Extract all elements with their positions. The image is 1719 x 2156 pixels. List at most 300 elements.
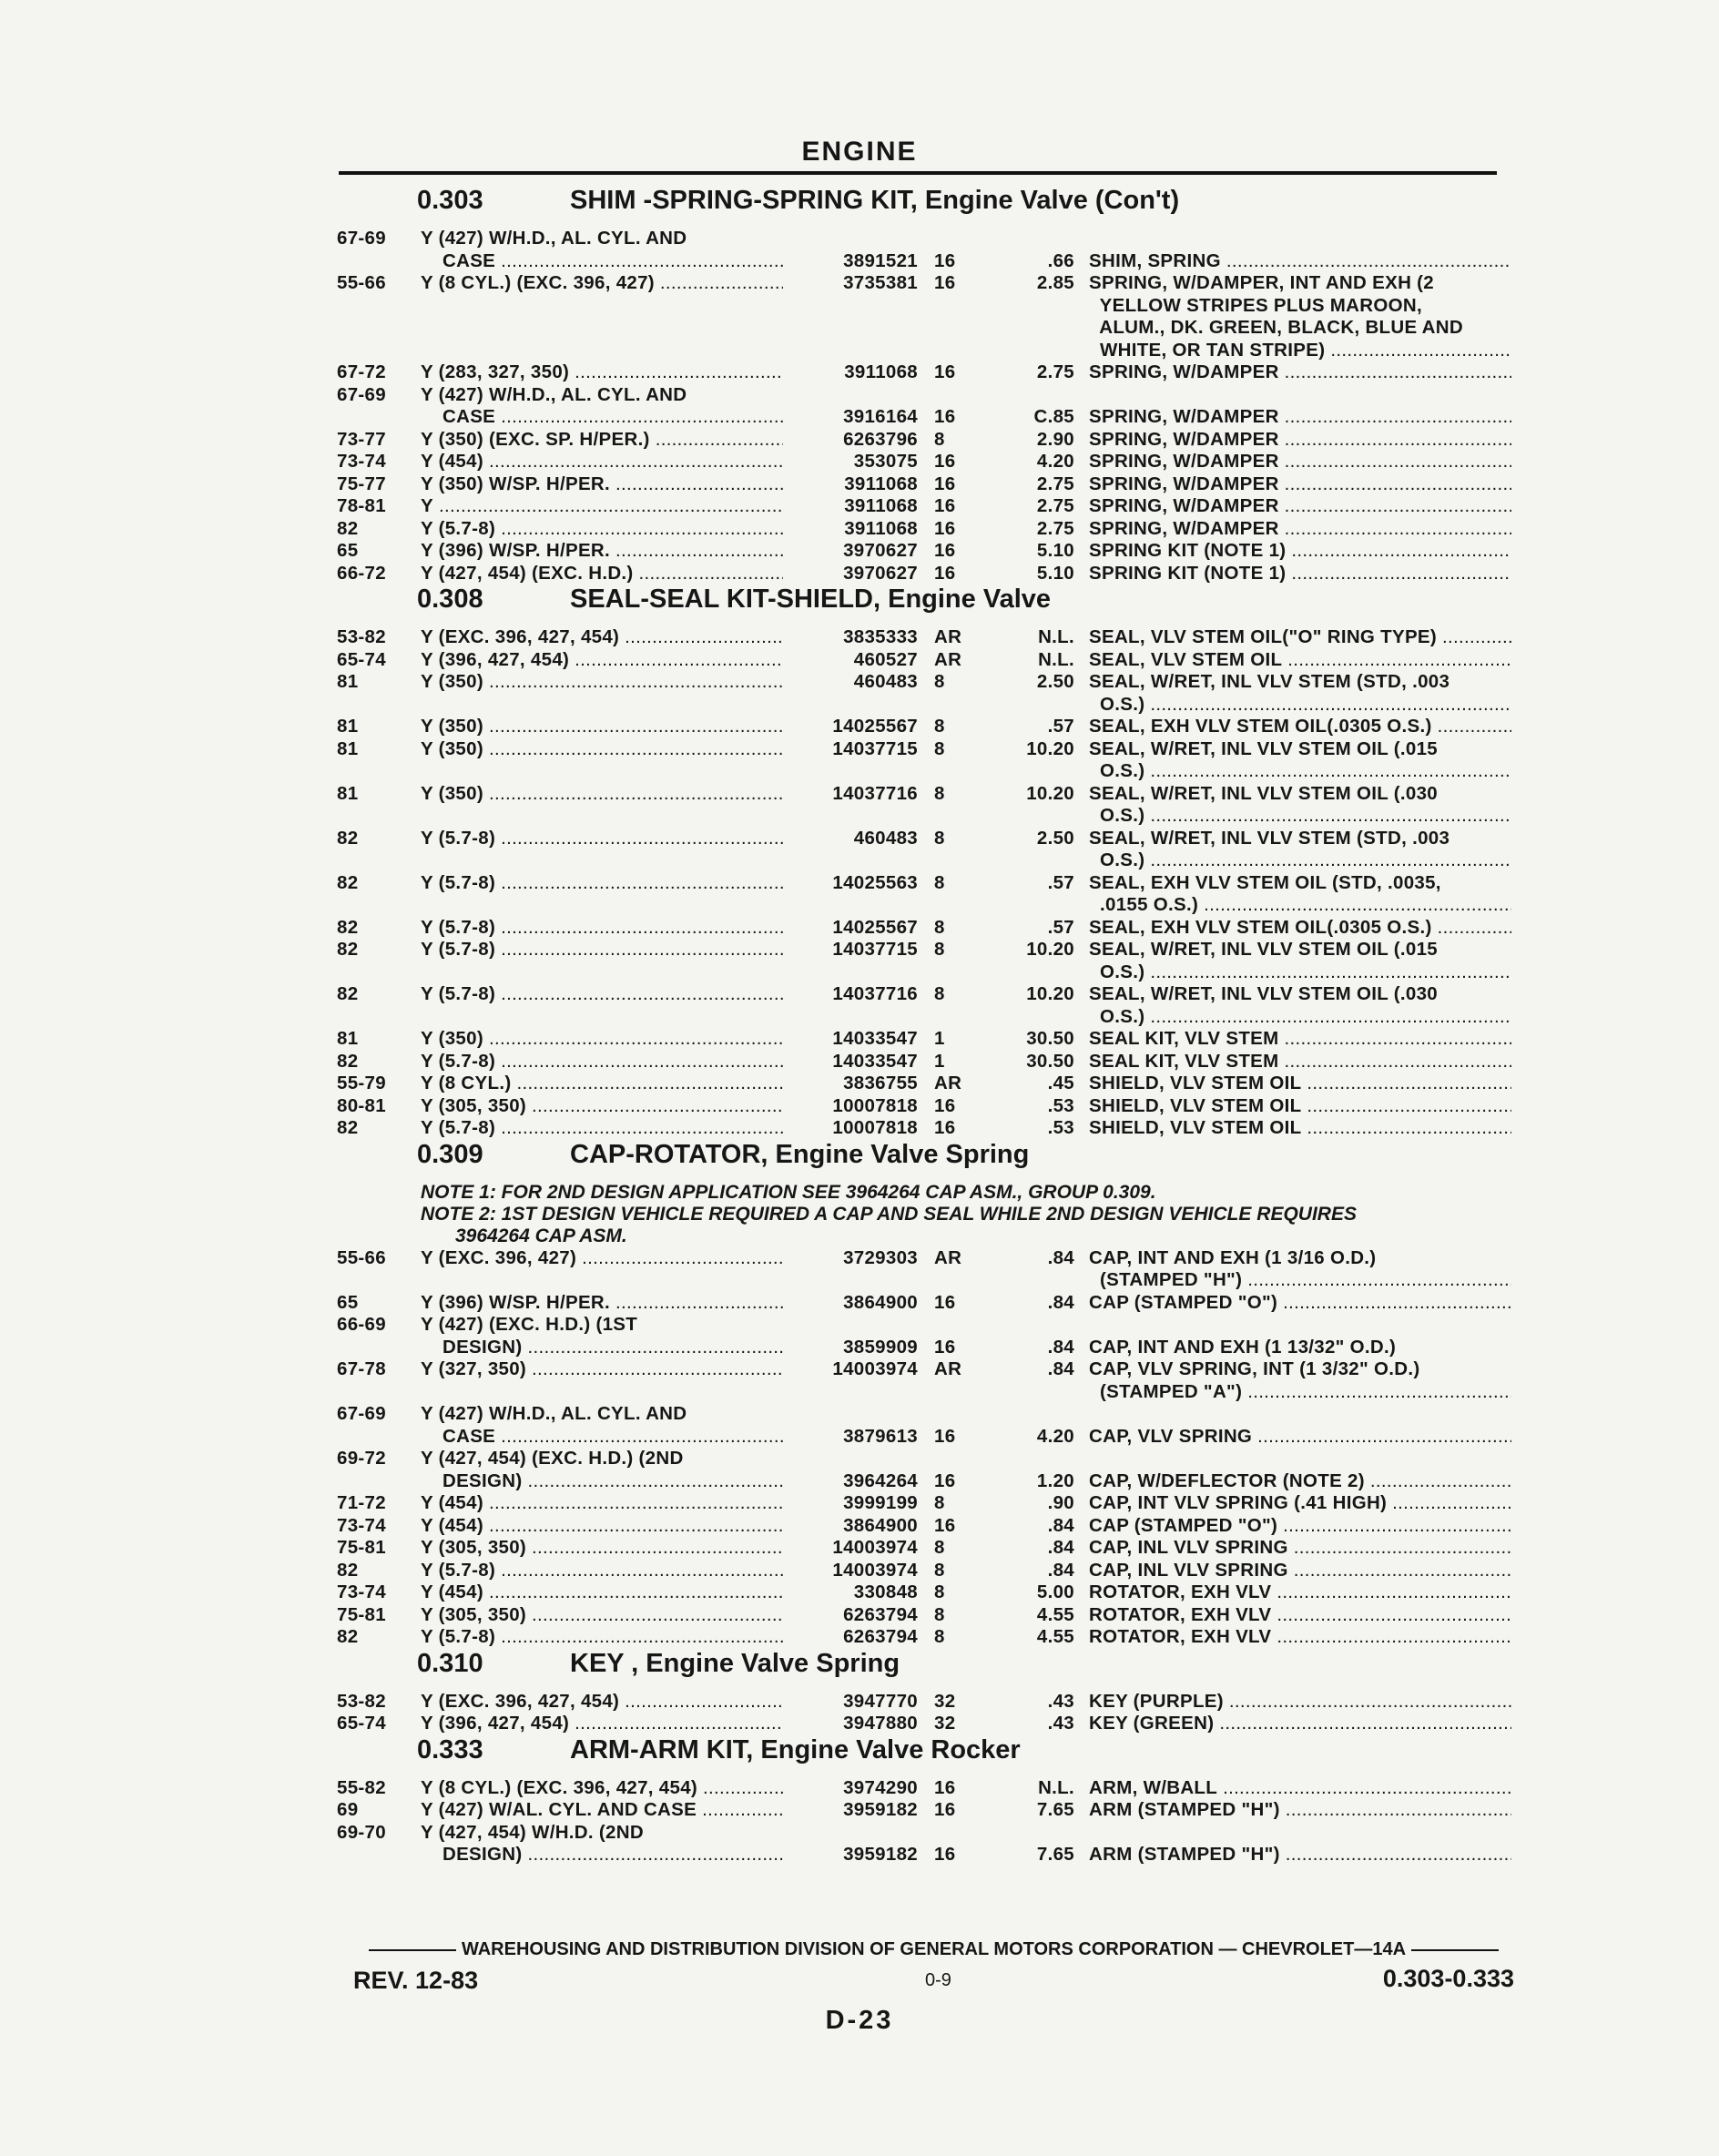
quantity: 8 — [934, 871, 945, 893]
description: SEAL, EXH VLV STEM OIL (STD, .0035, — [1089, 871, 1441, 893]
year-range: 75-81 — [337, 1603, 386, 1625]
application: Y (5.7-8) ..... — [421, 983, 783, 1006]
application: Y (454) ..... — [421, 451, 783, 473]
part-number: 3729303 — [843, 1246, 918, 1268]
quantity — [918, 384, 989, 407]
quantity: 8 — [934, 1603, 945, 1625]
application: Y (427) W/H.D., AL. CYL. AND — [421, 1403, 687, 1424]
table-row — [337, 894, 1511, 917]
section-0-309 — [337, 1140, 1511, 1649]
price — [989, 1269, 1089, 1292]
part-number: 3974290 — [843, 1776, 918, 1798]
table-row — [337, 1581, 1511, 1604]
description: SEAL, VLV STEM OIL("O" RING TYPE) ..... — [1089, 626, 1511, 649]
page-number: D-23 — [825, 2006, 894, 2035]
part-number: 3864900 — [843, 1514, 918, 1536]
table-row — [337, 228, 1511, 250]
description: SPRING, W/DAMPER ..... — [1089, 495, 1511, 518]
part-number: 3911068 — [844, 495, 918, 516]
year-range — [337, 694, 421, 717]
application: DESIGN) ..... — [421, 1844, 783, 1866]
table-row — [337, 1095, 1511, 1118]
quantity: 16 — [934, 495, 956, 516]
quantity: 16 — [934, 406, 956, 427]
quantity — [918, 760, 989, 783]
year-range — [337, 317, 421, 340]
price — [989, 384, 1089, 407]
part-number: 3970627 — [843, 540, 918, 561]
price — [989, 1381, 1089, 1404]
table-row — [337, 563, 1511, 585]
table-row — [337, 828, 1511, 850]
year-range: 67-72 — [337, 361, 386, 382]
description: SPRING, W/DAMPER ..... — [1089, 429, 1511, 452]
year-range — [337, 1269, 421, 1292]
section-heading — [337, 1649, 1511, 1691]
application — [421, 961, 783, 984]
description: SPRING KIT (NOTE 1) ..... — [1089, 540, 1511, 563]
quantity: 8 — [934, 671, 945, 692]
section-heading — [337, 585, 1511, 626]
price: 10.20 — [1026, 782, 1074, 804]
table-row — [337, 1006, 1511, 1029]
description: SEAL, VLV STEM OIL ..... — [1089, 649, 1511, 672]
page-title: ENGINE — [801, 137, 918, 167]
part-number: 460483 — [853, 827, 918, 849]
application: Y (396) W/SP. H/PER. ..... — [421, 540, 783, 563]
year-range — [337, 406, 421, 429]
section-number: 0.310 — [417, 1648, 483, 1678]
year-range: 81 — [337, 671, 359, 692]
application: Y (427) W/H.D., AL. CYL. AND — [421, 228, 687, 249]
part-number — [783, 1381, 918, 1404]
part-number: 14037715 — [832, 939, 918, 960]
quantity: 16 — [934, 1336, 956, 1358]
price: 5.00 — [1036, 1581, 1074, 1602]
part-number: 3879613 — [843, 1425, 918, 1447]
description: ROTATOR, EXH VLV ..... — [1089, 1604, 1511, 1627]
price: .43 — [1047, 1713, 1074, 1734]
quantity — [918, 849, 989, 872]
table-row — [337, 760, 1511, 783]
part-number: 14033547 — [832, 1050, 918, 1072]
price: .84 — [1047, 1537, 1074, 1558]
part-number — [783, 961, 918, 984]
year-range: 65 — [337, 540, 359, 561]
price: C.85 — [1033, 406, 1074, 427]
quantity — [918, 1269, 989, 1292]
description: YELLOW STRIPES PLUS MAROON, — [1089, 294, 1422, 316]
description: SHIM, SPRING ..... — [1089, 250, 1511, 273]
quantity: 16 — [934, 249, 956, 271]
table-row — [337, 939, 1511, 961]
section-0-333 — [337, 1735, 1511, 1866]
application: Y (5.7-8) ..... — [421, 939, 783, 961]
price: 4.55 — [1036, 1603, 1074, 1625]
table-row — [337, 1028, 1511, 1051]
price: 4.55 — [1036, 1626, 1074, 1647]
description: SEAL, W/RET, INL VLV STEM (STD, .003 — [1089, 827, 1450, 849]
year-range: 71-72 — [337, 1492, 386, 1513]
application: Y (5.7-8) ..... — [421, 917, 783, 940]
price — [989, 760, 1089, 783]
quantity: 16 — [934, 562, 956, 584]
quantity — [918, 340, 989, 362]
price: .84 — [1047, 1336, 1074, 1358]
description: O.S.) ..... — [1089, 760, 1511, 783]
table-row — [337, 1777, 1511, 1800]
year-range: 81 — [337, 1028, 359, 1049]
section-heading — [337, 1140, 1511, 1182]
section-heading — [337, 186, 1511, 228]
revision-date: REV. 12-83 — [353, 1967, 479, 1994]
description: CAP, INT AND EXH (1 13/32" O.D.) — [1089, 1336, 1397, 1358]
description — [1089, 1403, 1511, 1426]
description: SEAL, W/RET, INL VLV STEM OIL (.030 — [1089, 983, 1438, 1004]
part-number: 14003974 — [832, 1537, 918, 1558]
application: CASE ..... — [421, 250, 783, 273]
quantity: 8 — [934, 1559, 945, 1581]
description — [1089, 1314, 1511, 1337]
quantity: AR — [934, 1246, 962, 1268]
part-number: 14003974 — [832, 1559, 918, 1581]
section-number: 0.333 — [417, 1734, 483, 1764]
quantity: 16 — [934, 1799, 956, 1820]
year-range: 82 — [337, 871, 359, 893]
application: Y ..... — [421, 495, 783, 518]
year-range: 75-77 — [337, 473, 386, 494]
quantity — [918, 295, 989, 318]
section-title: SHIM -SPRING-SPRING KIT, Engine Valve (Con't) — [570, 186, 1180, 215]
price — [989, 340, 1089, 362]
table-row — [337, 384, 1511, 407]
table-row — [337, 649, 1511, 672]
year-range — [337, 760, 421, 783]
application: Y (305, 350) ..... — [421, 1095, 783, 1118]
part-number: 3959182 — [843, 1799, 918, 1820]
application: Y (5.7-8) ..... — [421, 1117, 783, 1140]
description: ARM (STAMPED "H") ..... — [1089, 1799, 1511, 1822]
footer-code: 0-9 — [925, 1970, 951, 1990]
section-title: KEY , Engine Valve Spring — [570, 1648, 900, 1678]
description: CAP, INT AND EXH (1 3/16 O.D.) — [1089, 1246, 1377, 1268]
price: 30.50 — [1026, 1028, 1074, 1049]
year-range — [337, 1844, 421, 1866]
application: Y (5.7-8) ..... — [421, 1560, 783, 1582]
price — [989, 1448, 1089, 1470]
application: Y (350) W/SP. H/PER. ..... — [421, 473, 783, 496]
table-row — [337, 1269, 1511, 1292]
description — [1089, 1822, 1511, 1845]
part-number: 6263794 — [843, 1603, 918, 1625]
description: ARM (STAMPED "H") ..... — [1089, 1844, 1511, 1866]
table-row — [337, 1492, 1511, 1515]
description: SPRING, W/DAMPER ..... — [1089, 451, 1511, 473]
price: 1.20 — [1036, 1470, 1074, 1491]
quantity: 16 — [934, 272, 956, 293]
part-number — [783, 805, 918, 828]
year-range: 55-82 — [337, 1776, 386, 1798]
application: DESIGN) ..... — [421, 1470, 783, 1493]
price: 2.85 — [1036, 272, 1074, 293]
year-range — [337, 295, 421, 318]
price: 2.75 — [1036, 495, 1074, 516]
year-range — [337, 894, 421, 917]
application: Y (5.7-8) ..... — [421, 872, 783, 895]
quantity: 1 — [934, 1028, 945, 1049]
table-row — [337, 1051, 1511, 1073]
application: Y (8 CYL.) ..... — [421, 1073, 783, 1095]
description: O.S.) ..... — [1089, 1006, 1511, 1029]
part-number — [783, 384, 918, 407]
quantity: 8 — [934, 716, 945, 737]
quantity: 8 — [934, 983, 945, 1004]
title-rule — [339, 171, 1497, 175]
quantity: 8 — [934, 1492, 945, 1513]
description: SPRING, W/DAMPER, INT AND EXH (2 — [1089, 272, 1434, 293]
application: Y (427, 454) (EXC. H.D.) ..... — [421, 563, 783, 585]
table-row — [337, 1626, 1511, 1649]
price: .53 — [1047, 1094, 1074, 1116]
part-number: 14033547 — [832, 1028, 918, 1049]
description: CAP (STAMPED "O") ..... — [1089, 1292, 1511, 1315]
description: CAP, W/DEFLECTOR (NOTE 2) ..... — [1089, 1470, 1511, 1493]
year-range: 82 — [337, 1117, 359, 1138]
description: WHITE, OR TAN STRIPE) ..... — [1089, 340, 1511, 362]
application: Y (427) (EXC. H.D.) (1ST — [421, 1314, 638, 1335]
part-number — [783, 340, 918, 362]
table-row — [337, 872, 1511, 895]
price — [989, 295, 1089, 318]
price: .53 — [1047, 1117, 1074, 1138]
description: CAP, INL VLV SPRING ..... — [1089, 1560, 1511, 1582]
description — [1089, 384, 1511, 407]
year-range: 69-72 — [337, 1448, 386, 1469]
year-range: 73-74 — [337, 1514, 386, 1536]
table-row — [337, 1822, 1511, 1845]
year-range: 53-82 — [337, 626, 386, 647]
application: Y (305, 350) ..... — [421, 1537, 783, 1560]
table-row — [337, 1337, 1511, 1359]
application — [421, 317, 783, 340]
application — [421, 894, 783, 917]
section-heading — [337, 1735, 1511, 1777]
part-number — [783, 1403, 918, 1426]
quantity: 16 — [934, 1425, 956, 1447]
description: SEAL KIT, VLV STEM ..... — [1089, 1051, 1511, 1073]
part-number: 3959182 — [843, 1844, 918, 1865]
price: .57 — [1047, 716, 1074, 737]
price: 4.20 — [1036, 1425, 1074, 1447]
price — [989, 317, 1089, 340]
year-range: 66-72 — [337, 562, 386, 584]
application — [421, 1269, 783, 1292]
table-row — [337, 1448, 1511, 1470]
application: CASE ..... — [421, 406, 783, 429]
table-row — [337, 1358, 1511, 1381]
application: Y (427, 454) W/H.D. (2ND — [421, 1821, 644, 1843]
price: 10.20 — [1026, 939, 1074, 960]
application: Y (350) ..... — [421, 783, 783, 806]
quantity: 16 — [934, 1291, 956, 1313]
table-row — [337, 738, 1511, 761]
price: .84 — [1047, 1246, 1074, 1268]
application: Y (427) W/AL. CYL. AND CASE ..... — [421, 1799, 783, 1822]
table-row — [337, 1560, 1511, 1582]
part-number: 3836755 — [843, 1073, 918, 1093]
part-number: 460483 — [853, 671, 918, 692]
price: .84 — [1047, 1559, 1074, 1581]
description: SEAL, EXH VLV STEM OIL(.0305 O.S.) ..... — [1089, 917, 1511, 940]
part-number: 3911068 — [844, 517, 918, 539]
description: SEAL, W/RET, INL VLV STEM OIL (.015 — [1089, 737, 1438, 759]
part-number — [783, 1269, 918, 1292]
description: CAP, INT VLV SPRING (.41 HIGH) ..... — [1089, 1492, 1511, 1515]
table-row — [337, 1403, 1511, 1426]
part-number: 3947770 — [843, 1690, 918, 1712]
year-range: 82 — [337, 1050, 359, 1072]
table-row — [337, 540, 1511, 563]
price: 4.20 — [1036, 451, 1074, 472]
table-row — [337, 917, 1511, 940]
price: .84 — [1047, 1514, 1074, 1536]
price: .45 — [1047, 1073, 1074, 1093]
table-row — [337, 1799, 1511, 1822]
price: .57 — [1047, 916, 1074, 938]
year-range: 82 — [337, 1626, 359, 1647]
year-range: 55-79 — [337, 1073, 386, 1093]
part-number: 353075 — [853, 451, 918, 472]
description: CAP, INL VLV SPRING ..... — [1089, 1537, 1511, 1560]
application: Y (350) ..... — [421, 716, 783, 738]
price: .57 — [1047, 871, 1074, 893]
price — [989, 1314, 1089, 1337]
quantity: 8 — [934, 428, 945, 450]
part-number: 3891521 — [843, 249, 918, 271]
description: SHIELD, VLV STEM OIL ..... — [1089, 1095, 1511, 1118]
table-row — [337, 429, 1511, 452]
application: Y (454) ..... — [421, 1492, 783, 1515]
year-range — [337, 250, 421, 273]
table-row — [337, 961, 1511, 984]
part-number: 330848 — [853, 1581, 918, 1602]
table-row — [337, 671, 1511, 694]
table-row — [337, 1844, 1511, 1866]
part-number: 3999199 — [843, 1492, 918, 1513]
table-row — [337, 1247, 1511, 1270]
application: Y (5.7-8) ..... — [421, 828, 783, 850]
year-range: 55-66 — [337, 272, 386, 293]
price: 2.90 — [1036, 428, 1074, 450]
table-row — [337, 1314, 1511, 1337]
quantity: AR — [934, 626, 962, 647]
table-row — [337, 716, 1511, 738]
description — [1089, 1448, 1511, 1470]
price: N.L. — [1038, 1776, 1074, 1798]
part-number: 6263794 — [843, 1626, 918, 1647]
part-number — [783, 228, 918, 250]
part-number: 14037715 — [832, 737, 918, 759]
year-range — [337, 1470, 421, 1493]
table-row — [337, 451, 1511, 473]
part-number: 14037716 — [832, 983, 918, 1004]
section-0-308 — [337, 585, 1511, 1140]
section-number: 0.308 — [417, 585, 483, 614]
section-title: ARM-ARM KIT, Engine Valve Rocker — [570, 1734, 1021, 1764]
year-range: 78-81 — [337, 495, 386, 516]
year-range: 82 — [337, 939, 359, 960]
year-range: 67-78 — [337, 1358, 386, 1379]
quantity — [918, 1006, 989, 1029]
description: .0155 O.S.) ..... — [1089, 894, 1511, 917]
year-range: 82 — [337, 517, 359, 539]
group-range: 0.303-0.333 — [1382, 1965, 1514, 1992]
application: Y (EXC. 396, 427, 454) ..... — [421, 1691, 783, 1714]
price: 2.50 — [1036, 827, 1074, 849]
quantity: 32 — [934, 1713, 956, 1734]
application: Y (396, 427, 454) ..... — [421, 1713, 783, 1735]
table-row — [337, 626, 1511, 649]
footer-line: WAREHOUSING AND DISTRIBUTION DIVISION OF GENERAL MOTORS CORPORATION — CHEVROLET—14A — [353, 1939, 1514, 1960]
section-title: SEAL-SEAL KIT-SHIELD, Engine Valve — [570, 585, 1052, 614]
application: Y (8 CYL.) (EXC. 396, 427, 454) ..... — [421, 1777, 783, 1800]
application: Y (454) ..... — [421, 1581, 783, 1604]
quantity — [918, 1403, 989, 1426]
table-row — [337, 1604, 1511, 1627]
section-0-310 — [337, 1649, 1511, 1735]
description: SPRING KIT (NOTE 1) ..... — [1089, 563, 1511, 585]
part-number: 6263796 — [843, 428, 918, 450]
price: 2.75 — [1036, 517, 1074, 539]
quantity — [918, 694, 989, 717]
price — [989, 805, 1089, 828]
part-number: 3947880 — [843, 1713, 918, 1734]
table-row — [337, 1117, 1511, 1140]
price: .84 — [1047, 1358, 1074, 1379]
part-number — [783, 894, 918, 917]
application: Y (454) ..... — [421, 1515, 783, 1538]
application — [421, 340, 783, 362]
application: DESIGN) ..... — [421, 1337, 783, 1359]
section-title: CAP-ROTATOR, Engine Valve Spring — [570, 1139, 1030, 1169]
part-number — [783, 694, 918, 717]
application: Y (8 CYL.) (EXC. 396, 427) ..... — [421, 272, 783, 295]
application: Y (350) ..... — [421, 671, 783, 694]
part-number: 14025567 — [832, 916, 918, 938]
year-range — [337, 340, 421, 362]
quantity: AR — [934, 648, 962, 670]
description: SEAL KIT, VLV STEM ..... — [1089, 1028, 1511, 1051]
part-number — [783, 849, 918, 872]
part-number — [783, 1314, 918, 1337]
description: SEAL, EXH VLV STEM OIL(.0305 O.S.) ..... — [1089, 716, 1511, 738]
price: 5.10 — [1036, 562, 1074, 584]
year-range: 73-74 — [337, 1581, 386, 1602]
description: CAP (STAMPED "O") ..... — [1089, 1515, 1511, 1538]
year-range: 67-69 — [337, 383, 386, 405]
description: O.S.) ..... — [1089, 805, 1511, 828]
quantity — [918, 1822, 989, 1845]
quantity: 16 — [934, 451, 956, 472]
table-row — [337, 1426, 1511, 1449]
table-row — [337, 1713, 1511, 1735]
price — [989, 228, 1089, 250]
description: O.S.) ..... — [1089, 849, 1511, 872]
quantity — [918, 228, 989, 250]
table-row — [337, 272, 1511, 295]
price: 5.10 — [1036, 540, 1074, 561]
year-range: 65 — [337, 1291, 359, 1313]
